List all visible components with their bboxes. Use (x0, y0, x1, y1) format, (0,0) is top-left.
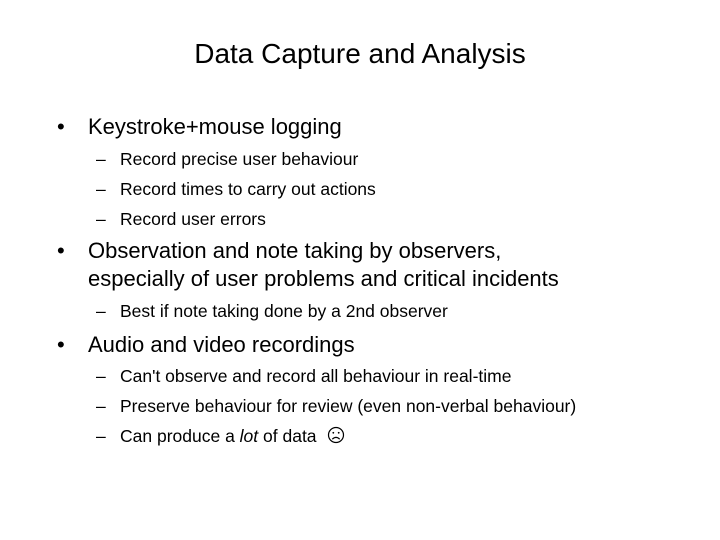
frown-face-icon (327, 426, 345, 449)
dash-marker: – (96, 179, 106, 199)
dash-marker: – (96, 426, 106, 446)
sub-item-precise-behaviour (96, 148, 359, 170)
sub-item-preserve-behaviour (96, 395, 577, 417)
sub-item-emphasis: lot (239, 426, 259, 446)
dash-marker: – (96, 149, 106, 169)
sub-item-record-times (96, 178, 376, 200)
bullet-marker: • (57, 332, 65, 357)
sub-item-prefix: Can produce a (120, 426, 240, 446)
sub-item-suffix: of data (258, 426, 317, 446)
dash-marker: – (96, 209, 106, 229)
dash-marker: – (96, 301, 106, 321)
sub-item-text: Record precise user behaviour (120, 149, 359, 169)
bullet-marker: • (57, 114, 65, 139)
sub-item-text: Can't observe and record all behaviour in real-time (120, 366, 512, 386)
sub-item-text: Best if note taking done by a 2nd observer (120, 301, 448, 321)
sub-item-text: Record user errors (120, 209, 266, 229)
dash-marker: – (96, 396, 106, 416)
bullet-item-observation-continued (88, 264, 559, 294)
bullet-item-keystroke-logging (57, 112, 342, 142)
bullet-marker: • (57, 238, 65, 263)
sub-item-second-observer (96, 300, 448, 322)
sub-item-text: Preserve behaviour for review (even non-verbal behaviour) (120, 396, 577, 416)
slide-title: Data Capture and Analysis (194, 38, 526, 69)
sub-item-lot-of-data (96, 425, 345, 449)
bullet-text: Keystroke+mouse logging (88, 114, 342, 139)
bullet-text: Observation and note taking by observers, (88, 238, 502, 263)
sub-item-real-time (96, 365, 512, 387)
bullet-item-recordings (57, 330, 355, 360)
bullet-text: Audio and video recordings (88, 332, 355, 357)
sub-item-user-errors (96, 208, 266, 230)
bullet-item-observation (57, 236, 502, 266)
sub-item-text: Record times to carry out actions (120, 179, 376, 199)
dash-marker: – (96, 366, 106, 386)
bullet-text: especially of user problems and critical incidents (88, 266, 559, 291)
